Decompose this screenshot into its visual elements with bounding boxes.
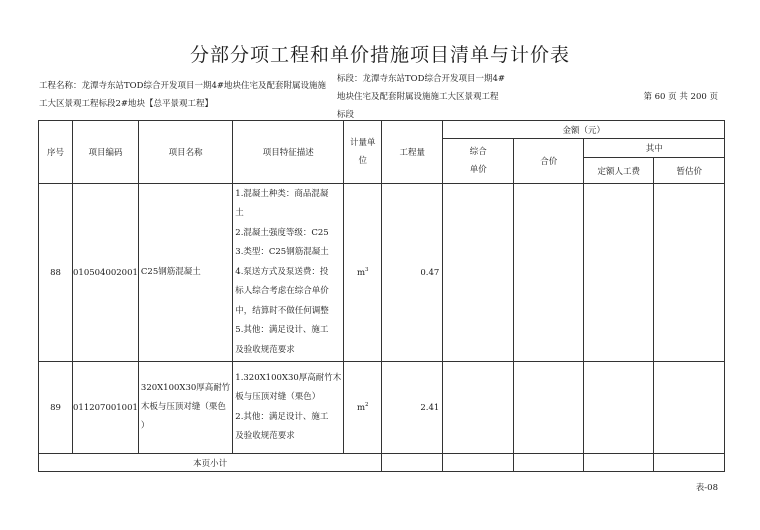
row-name-line: 木板与压顶对缝（栗色 [140,402,226,412]
row-qty: 0.47 [382,184,443,362]
header-composite-price [443,139,514,184]
row-composite-price [443,184,514,362]
project-name-line-2: 工大区景观工程标段2#地块【总平景观工程】 [39,99,214,109]
header-among: 其中 [584,139,725,158]
page-title: 分部分项工程和单价措施项目清单与计价表 [189,44,570,66]
desc-line: 5.其他：满足设计、施工 [235,325,329,336]
header-labor: 定额人工费 [584,158,654,184]
page-info: 第 60 页 共 200 页 [643,92,718,102]
desc-line: 2.混凝土强度等级：C25 [235,227,329,238]
row-description [233,184,344,362]
header-composite-line-1: 综合 [469,147,487,157]
header-feature: 项目特征描述 [233,121,344,184]
header-estimate: 暂估价 [654,158,725,184]
desc-line: 标人综合考虑在综合单价 [235,286,329,297]
row-description [233,362,344,454]
row-unit-base: m [356,267,366,278]
subtotal-label: 本页小计 [39,454,382,472]
row-labor [584,184,654,362]
desc-line: 3.类型：C25钢筋混凝土 [235,247,329,258]
desc-line: 中，结算时不做任何调整 [235,305,329,316]
desc-line: 及验收规范要求 [235,431,295,441]
header-qty: 工程量 [382,121,443,184]
table-row [39,362,725,454]
project-name [39,77,329,113]
subtotal-labor [584,454,654,472]
form-number: 表-08 [695,483,718,493]
subtotal-composite [443,454,514,472]
row-name-line: ） [140,421,150,431]
project-name-line-1: 工程名称：龙潭寺东站TOD综合开发项目一期4#地块住宅及配套附属设施施 [39,81,326,91]
row-code: 011207001001 [73,362,139,454]
header-row-1 [39,121,725,139]
desc-line: 1.混凝土种类：商品混凝 [235,188,329,199]
row-composite-price [443,362,514,454]
row-unit [344,362,382,454]
row-code: 010504002001 [73,184,139,362]
desc-line: 及验收规范要求 [235,344,295,355]
subtotal-row [39,454,725,472]
desc-line: 土 [235,208,244,219]
desc-line: 板与压顶对缝（栗色） [235,392,321,402]
header-composite-line-2: 单价 [469,165,487,175]
bill-table [38,120,725,472]
subtotal-estimate [654,454,725,472]
row-name-line: C25钢筋混凝土 [140,267,201,277]
header-name: 项目名称 [138,121,232,184]
row-estimate [654,362,725,454]
header-seq: 序号 [39,121,73,184]
row-unit-base: m [356,402,366,413]
subtotal-qty [382,454,443,472]
row-name-line: 320X100X30厚高耐竹 [140,383,231,393]
row-name [138,362,232,454]
row-estimate [654,184,725,362]
row-unit-exponent: 3 [365,267,369,274]
subtotal-total [514,454,584,472]
desc-line: 1.320X100X30厚高耐竹木 [235,372,342,383]
header-amount: 金额（元） [443,121,725,139]
row-seq: 88 [39,184,73,362]
desc-line: 4.泵送方式及泵送费：投 [235,266,329,277]
row-labor [584,362,654,454]
section-line-2: 地块住宅及配套附属设施施工大区景观工程 [337,92,499,102]
header-total: 合价 [514,139,584,184]
header-code: 项目编码 [73,121,139,184]
section-line-1: 标段：龙潭寺东站TOD综合开发项目一期4# [337,74,505,84]
row-qty: 2.41 [382,362,443,454]
header-unit-line-2: 位 [358,156,368,166]
row-unit [344,184,382,362]
row-seq: 89 [39,362,73,454]
desc-line: 2.其他：满足设计、施工 [235,411,329,422]
row-total [514,184,584,362]
row-name [138,184,232,362]
section-name [337,70,512,124]
section-line-3: 标段 [337,110,355,120]
row-total [514,362,584,454]
row-unit-exponent: 2 [365,402,369,409]
header-unit [344,121,382,184]
table-row [39,184,725,362]
header-unit-line-1: 计量单 [350,138,376,148]
